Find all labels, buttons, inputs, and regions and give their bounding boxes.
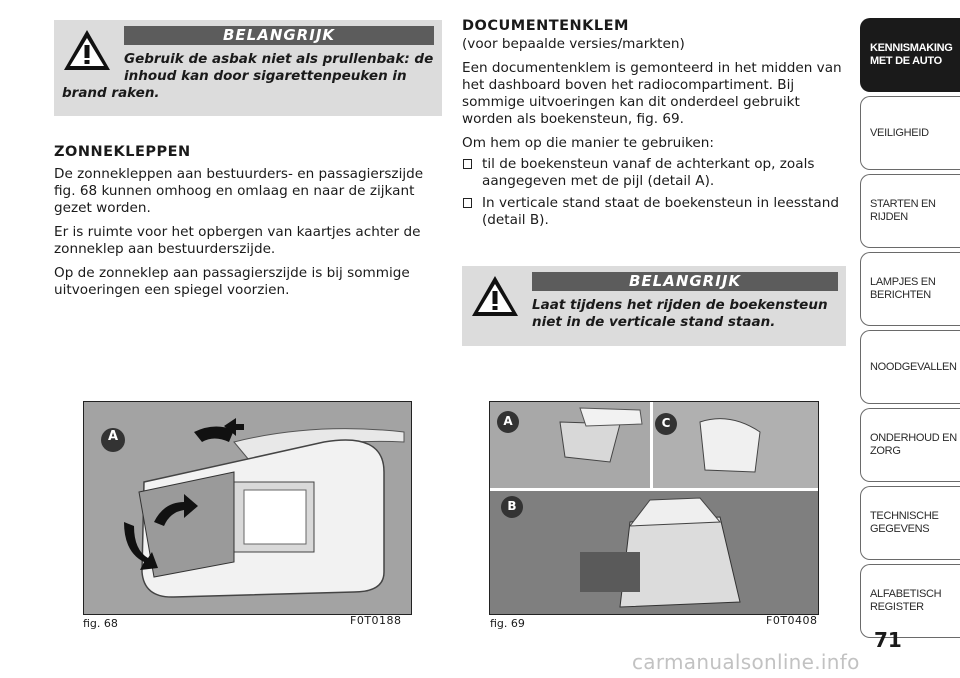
tab-lampjes-en-berichten[interactable]: LAMPJES EN BERICHTEN: [860, 252, 960, 326]
callout-label-b: B: [507, 499, 517, 513]
bullet-list: [462, 156, 844, 229]
section-title-sunvisors: ZONNEKLEPPEN: [54, 144, 191, 160]
figure-caption: fig. 68: [83, 617, 118, 630]
callout-label-a: A: [503, 414, 513, 428]
warning-heading: BELANGRIJK: [532, 272, 838, 291]
tab-noodgevallen[interactable]: NOODGEVALLEN: [860, 330, 960, 404]
warning-heading: BELANGRIJK: [124, 26, 434, 45]
middle-column: [462, 18, 844, 234]
checkbox-bullet-icon: [463, 159, 472, 169]
paragraph: Een documentenklem is gemonteerd in het midden van het dashboard boven het radiocompartiment. Bij sommige uitvoeringen kan dit onderdeel gebruikt worden als boekensteun, fig. 69.: [462, 60, 842, 127]
list-item: til de boekensteun vanaf de achterkant op, zoals aangegeven met de pijl (detail A).: [462, 156, 844, 190]
tab-technische-gegevens[interactable]: TECHNISCHE GEGEVENS: [860, 486, 960, 560]
book-rest-illustration: [490, 402, 819, 615]
paragraph: Op de zonneklep aan passagierszijde is bij sommige uitvoeringen een spiegel voorzien.: [54, 265, 410, 298]
warning-triangle-icon: [470, 274, 520, 318]
warning-box-ashtray: [54, 20, 442, 116]
figure-code: F0T0188: [350, 614, 402, 627]
list-item: In verticale stand staat de boekensteun in leesstand (detail B).: [462, 195, 844, 229]
page-number: 71: [874, 628, 902, 652]
checkbox-bullet-icon: [463, 198, 472, 208]
warning-triangle-icon: [62, 28, 112, 72]
tab-veiligheid[interactable]: VEILIGHEID: [860, 96, 960, 170]
tab-starten-en-rijden[interactable]: STARTEN EN RIJDEN: [860, 174, 960, 248]
figure-69-book-rest: [489, 401, 819, 615]
warning-box-book-rest: [462, 266, 846, 346]
paragraph: Om hem op die manier te gebruiken:: [462, 135, 714, 151]
figure-caption: fig. 69: [490, 617, 525, 630]
left-column: [54, 20, 442, 306]
sun-visor-illustration: [84, 402, 412, 615]
chapter-tabs: [860, 18, 960, 642]
figure-code: F0T0408: [766, 614, 818, 627]
callout-label-c: C: [661, 416, 671, 430]
watermark: carmanualsonline.info: [632, 650, 860, 674]
figure-68-sun-visor: [83, 401, 412, 615]
paragraph: De zonnekleppen aan bestuurders- en passagierszijde fig. 68 kunnen omhoog en omlaag en naar de zijkant gezet worden.: [54, 166, 424, 216]
tab-kennismaking[interactable]: KENNISMAKING MET DE AUTO: [860, 18, 960, 92]
tab-alfabetisch-register[interactable]: ALFABETISCH REGISTER: [860, 564, 960, 638]
paragraph: Er is ruimte voor het opbergen van kaartjes achter de zonneklep aan bestuurderszijde.: [54, 224, 421, 257]
tab-onderhoud-en-zorg[interactable]: ONDERHOUD EN ZORG: [860, 408, 960, 482]
section-title-document-clip: DOCUMENTENKLEM: [462, 18, 629, 34]
warning-text: Gebruik de asbak niet als prullenbak: de inhoud kan door sigarettenpeuken in brand raken.: [62, 51, 434, 101]
callout-label-a: A: [107, 429, 119, 444]
warning-text: Laat tijdens het rijden de boekensteun niet in de verticale stand staan.: [532, 297, 828, 330]
subtitle: (voor bepaalde versies/markten): [462, 36, 685, 52]
